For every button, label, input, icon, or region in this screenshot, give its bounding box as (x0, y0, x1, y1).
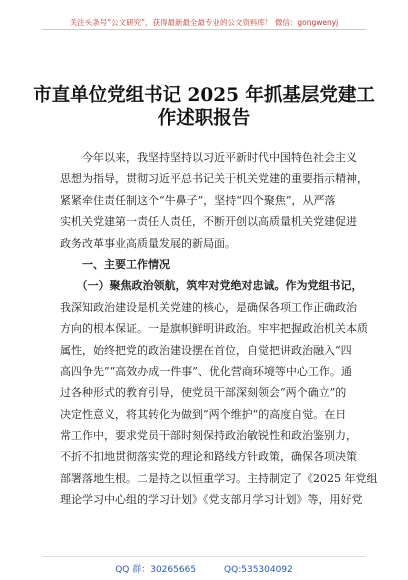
title-line-1: 市直单位党组书记 2025 年抓基层党建工 (33, 85, 375, 106)
body-line: 高四争先”“高效办成一件事”、优化营商环境等中心工作。通 (60, 364, 352, 378)
body-line: 不折不扣地贯彻落实党的理论和路线方针政策，确保各项决策 (60, 450, 357, 464)
body-line: 常工作中，要求党员干部时刻保持政治敏锐性和政治鉴别力， (60, 429, 357, 443)
header-divider (42, 29, 366, 30)
subsection-heading: （一）聚焦政治领航，筑牢对党绝对忠诚。作为党组书记， (60, 279, 363, 293)
footer-divider (42, 556, 366, 557)
body-line: 政务改革事业高质量发展的新局面。 (60, 236, 236, 250)
body-line: 过各种形式的教育引导，使党员干部深刻领会“两个确立”的 (60, 386, 347, 400)
body-line: 紧紧牵住责任制这个“牛鼻子”，坚持“四个聚焦”，从严落 (60, 193, 336, 207)
section-heading: 一、主要工作情况 (60, 257, 170, 271)
document-title (0, 84, 408, 130)
body-line: 我深知政治建设是机关党建的核心，是确保各项工作正确政治 (60, 300, 357, 314)
footer-contact (0, 562, 408, 575)
document-body (60, 147, 378, 511)
header-banner: 关注头条号“公文研究”，获得最新最全最专业的公文资料库！ 微信：gongwenyj (69, 18, 339, 27)
title-line-2: 作述职报告 (157, 108, 251, 129)
body-line: 今年以来，我坚持坚持以习近平新时代中国特色社会主义 (60, 151, 357, 164)
body-line: 理论学习中心组的学习计划》《党支部月学习计划》等，用好党 (60, 493, 363, 507)
body-line: 思想为指导，贯彻习近平总书记关于机关党建的重要指示精神， (60, 172, 368, 186)
body-line: 实机关党建第一责任人责任，不断开创以高质量机关党建促进 (60, 215, 357, 229)
footer-qq-group: QQ 群：30265665 (115, 565, 197, 575)
body-line: 决定性意义，将其转化为做到“两个维护”的高度自觉。在日 (60, 407, 347, 421)
body-line: 属性，始终把党的政治建设摆在首位，自觉把讲政治融入“四 (60, 343, 352, 357)
body-line: 方向的根本保证。一是旗帜鲜明讲政治。牢牢把握政治机关本质 (60, 322, 368, 336)
body-line: 部署落地生根。二是持之以恒重学习。主持制定了《2025 年党组 (60, 471, 378, 485)
footer-qq-number: QQ:535304092 (224, 565, 293, 575)
